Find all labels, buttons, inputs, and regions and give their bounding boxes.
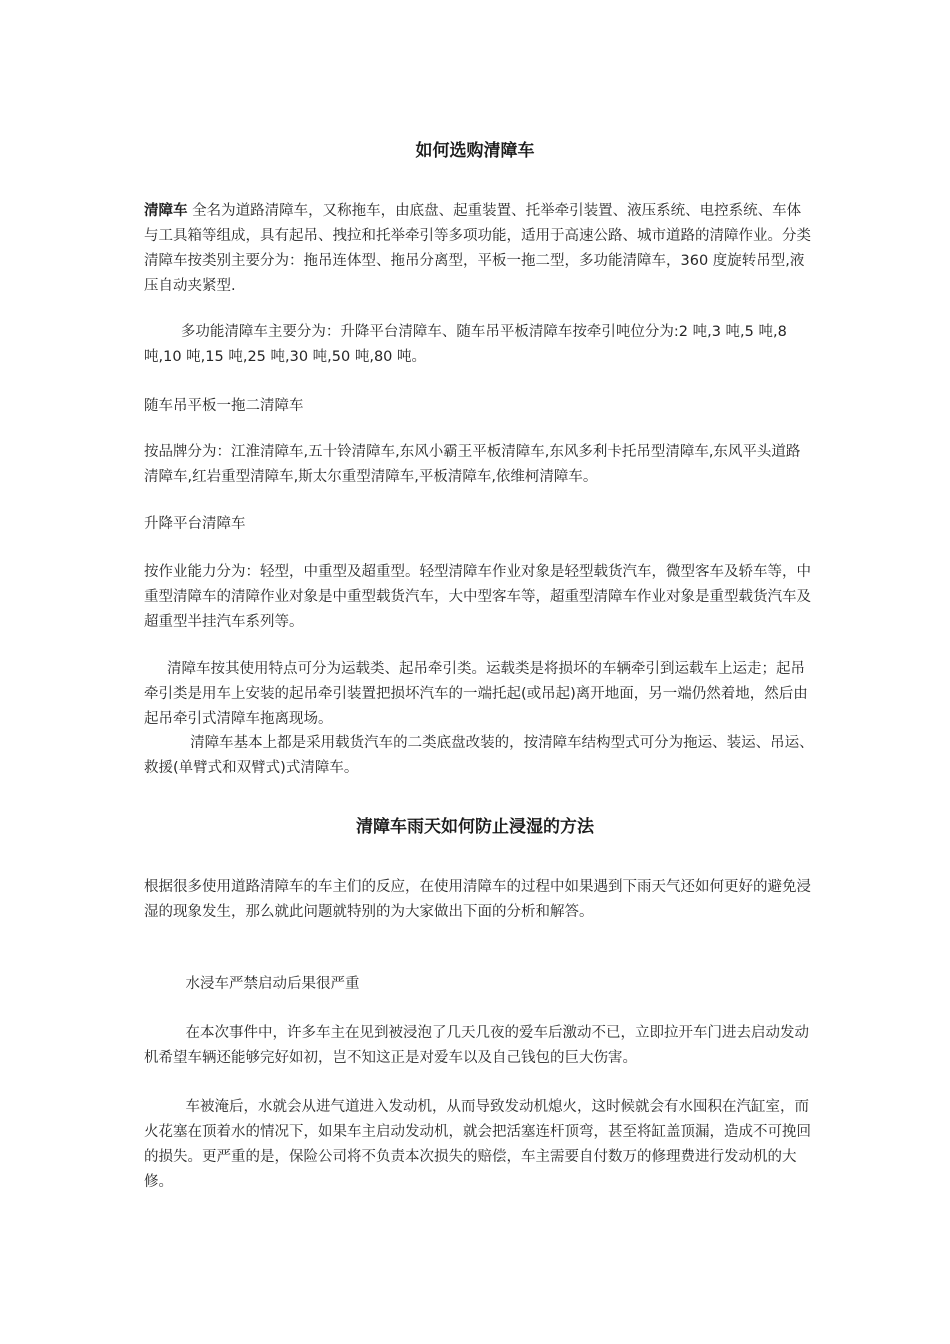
capacity-paragraph: 按作业能力分为：轻型，中重型及超重型。轻型清障车作业对象是轻型载货汽车，微型客车及轿车等，中重型清障车的清障作业对象是中重型载货汽车，大中型客车等，超重型清障车作业对象是重型载货汽车及超重型半挂汽车系列等。 [144, 564, 811, 630]
lift-platform-label: 升降平台清障车 [144, 516, 246, 532]
section-heading-rain: 清障车雨天如何防止浸湿的方法 [356, 817, 594, 837]
intro-term: 清障车 [144, 203, 188, 219]
intro-paragraph [144, 199, 814, 299]
brands-paragraph: 按品牌分为：江淮清障车,五十铃清障车,东风小霸王平板清障车,东风多利卡托吊型清障车,东风平头道路清障车,红岩重型清障车,斯太尔重型清障车,平板清障车,依维柯清障车。 [144, 444, 801, 485]
crane-flatbed-label: 随车吊平板一拖二清障车 [144, 398, 304, 414]
damage-paragraph: 车被淹后，水就会从进气道进入发动机，从而导致发动机熄火，这时候就会有水囤积在汽缸室，而火花塞在顶着水的情况下，如果车主启动发动机，就会把活塞连杆顶弯，甚至将缸盖顶漏，造成不可挽回的损失。更严重的是，保险公司将不负责本次损失的赔偿，车主需要自付数万的修理费进行发动机的大修。 [144, 1099, 811, 1190]
document-title: 如何选购清障车 [415, 141, 535, 161]
usage-paragraph: 清障车按其使用特点可分为运载类、起吊牵引类。运载类是将损坏的车辆牵引到运载车上运走；起吊牵引类是用车上安装的起吊牵引装置把损坏汽车的一端托起(或吊起)离开地面，另一端仍然着地，然后由起吊牵引式清障车拖离现场。 [144, 661, 808, 727]
feedback-paragraph: 根据很多使用道路清障车的车主们的反应，在使用清障车的过程中如果遇到下雨天气还如何更好的避免浸湿的现象发生，那么就此问题就特别的为大家做出下面的分析和解答。 [144, 879, 811, 920]
chassis-paragraph: 清障车基本上都是采用载货汽车的二类底盘改装的，按清障车结构型式可分为拖运、装运、吊运、救援(单臂式和双臂式)式清障车。 [144, 735, 814, 776]
multifunction-paragraph: 多功能清障车主要分为：升降平台清障车、随车吊平板清障车按牵引吨位分为:2 吨,3 吨,5 吨,8 吨,10 吨,15 吨,25 吨,30 吨,50 吨,80 吨。 [144, 324, 792, 365]
flooded-subheading: 水浸车严禁启动后果很严重 [144, 976, 360, 992]
intro-text: 全名为道路清障车，又称拖车，由底盘、起重装置、托举牵引装置、液压系统、电控系统、车体与工具箱等组成，具有起吊、拽拉和托举牵引等多项功能，适用于高速公路、城市道路的清障作业。分类 清障车按类别主要分为：拖吊连体型、拖吊分离型，平板一拖二型，多功能清障车，360 度旋转吊型,液压自动夹紧型. [144, 203, 816, 294]
incident-paragraph: 在本次事件中，许多车主在见到被浸泡了几天几夜的爱车后激动不已，立即拉开车门进去启动发动机希望车辆还能够完好如初，岂不知这正是对爱车以及自己钱包的巨大伤害。 [144, 1025, 809, 1066]
